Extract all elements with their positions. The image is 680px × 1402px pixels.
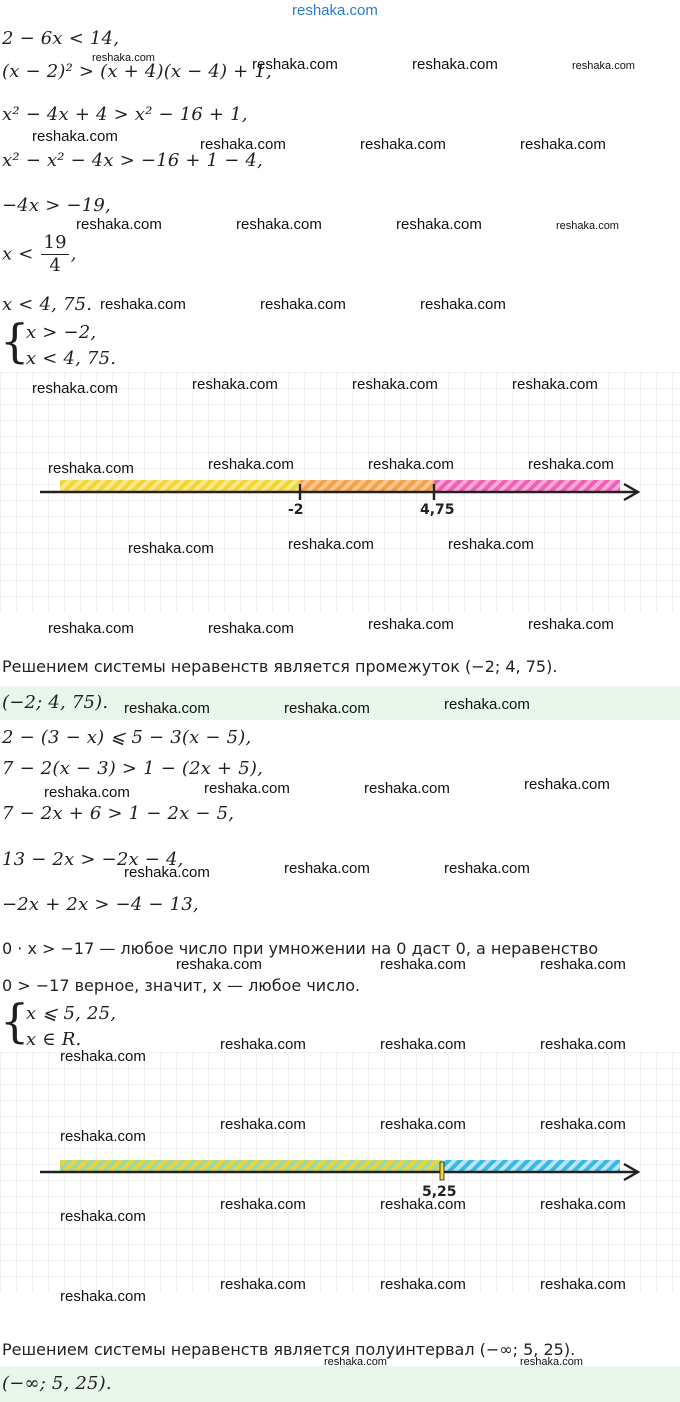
watermark: reshaka.com bbox=[412, 56, 498, 73]
explain-line-1: 0 · x > −17 — любое число при умножении на 0 даст 0, а неравенство bbox=[2, 939, 599, 958]
watermark: reshaka.com bbox=[124, 864, 210, 881]
watermark: reshaka.com bbox=[208, 620, 294, 637]
interval-overlap bbox=[300, 480, 434, 492]
watermark: reshaka.com bbox=[520, 136, 606, 153]
watermark: reshaka.com bbox=[76, 216, 162, 233]
watermark: reshaka.com bbox=[220, 1196, 306, 1213]
watermark: reshaka.com bbox=[528, 616, 614, 633]
system2-line-2: x ∈ R. bbox=[26, 1029, 82, 1050]
system-brace-2: { bbox=[0, 994, 30, 1048]
watermark: reshaka.com bbox=[380, 1036, 466, 1053]
tick-label-475: 4,75 bbox=[420, 502, 455, 518]
watermark: reshaka.com bbox=[124, 700, 210, 717]
watermark: reshaka.com bbox=[44, 784, 130, 801]
watermark: reshaka.com bbox=[284, 860, 370, 877]
watermark: reshaka.com bbox=[100, 296, 186, 313]
watermark: reshaka.com bbox=[236, 216, 322, 233]
watermark: reshaka.com bbox=[220, 1036, 306, 1053]
watermark: reshaka.com bbox=[60, 1288, 146, 1305]
watermark: reshaka.com bbox=[60, 1208, 146, 1225]
fraction-19-4: $\frac{19}{4}$ bbox=[43, 232, 67, 276]
math-line-6: x < $\frac{19}{4}$ , bbox=[2, 232, 77, 276]
math-line-8: 2 − (3 − x) ⩽ 5 − 3(x − 5), bbox=[2, 727, 252, 748]
watermark: reshaka.com bbox=[520, 1356, 583, 1368]
watermark: reshaka.com bbox=[380, 1196, 466, 1213]
watermark: reshaka.com bbox=[324, 1356, 387, 1368]
watermark: reshaka.com bbox=[192, 376, 278, 393]
math-line-5: −4x > −19, bbox=[2, 195, 111, 216]
answer-1: (−2; 4, 75). bbox=[2, 692, 109, 713]
math-line-4: x² − x² − 4x > −16 + 1 − 4, bbox=[2, 150, 263, 171]
tick-525 bbox=[440, 1162, 444, 1180]
tick-label-525: 5,25 bbox=[422, 1184, 457, 1200]
watermark: reshaka.com bbox=[92, 52, 155, 64]
watermark: reshaka.com bbox=[176, 956, 262, 973]
watermark: reshaka.com bbox=[252, 56, 338, 73]
math-line-9: 7 − 2(x − 3) > 1 − (2x + 5), bbox=[2, 758, 264, 779]
watermark: reshaka.com bbox=[380, 1276, 466, 1293]
watermark: reshaka.com bbox=[540, 956, 626, 973]
interval-real-right bbox=[442, 1160, 620, 1172]
watermark: reshaka.com bbox=[540, 1036, 626, 1053]
watermark: reshaka.com bbox=[396, 216, 482, 233]
solution-text-1: Решением системы неравенств является промежуток (−2; 4, 75). bbox=[2, 657, 558, 676]
tick-label-minus2: -2 bbox=[288, 502, 304, 518]
watermark: reshaka.com bbox=[284, 700, 370, 717]
site-header-link[interactable]: reshaka.com bbox=[292, 2, 378, 19]
watermark: reshaka.com bbox=[260, 296, 346, 313]
watermark: reshaka.com bbox=[364, 780, 450, 797]
math-line-3: x² − 4x + 4 > x² − 16 + 1, bbox=[2, 104, 248, 125]
watermark: reshaka.com bbox=[572, 60, 635, 72]
watermark: reshaka.com bbox=[32, 128, 118, 145]
watermark: reshaka.com bbox=[540, 1116, 626, 1133]
watermark: reshaka.com bbox=[524, 776, 610, 793]
number-line-chart-2 bbox=[0, 1052, 680, 1292]
watermark: reshaka.com bbox=[128, 540, 214, 557]
watermark: reshaka.com bbox=[200, 136, 286, 153]
system1-line-1: x > −2, bbox=[26, 322, 97, 343]
watermark: reshaka.com bbox=[444, 696, 530, 713]
math-line-7: x < 4, 75. bbox=[2, 294, 93, 315]
solution-text-2: Решением системы неравенств является полуинтервал (−∞; 5, 25). bbox=[2, 1340, 576, 1359]
watermark: reshaka.com bbox=[528, 456, 614, 473]
watermark: reshaka.com bbox=[444, 860, 530, 877]
system1-line-2: x < 4, 75. bbox=[26, 348, 117, 369]
watermark: reshaka.com bbox=[208, 456, 294, 473]
watermark: reshaka.com bbox=[60, 1128, 146, 1145]
watermark: reshaka.com bbox=[204, 780, 290, 797]
watermark: reshaka.com bbox=[380, 956, 466, 973]
explain-line-2: 0 > −17 верное, значит, x — любое число. bbox=[2, 976, 361, 995]
watermark: reshaka.com bbox=[288, 536, 374, 553]
number-line-chart-1 bbox=[0, 372, 680, 612]
math-line-12: −2x + 2x > −4 − 13, bbox=[2, 894, 199, 915]
system-brace-1: { bbox=[0, 314, 30, 368]
watermark: reshaka.com bbox=[32, 380, 118, 397]
interval-overlap-2 bbox=[60, 1160, 442, 1172]
watermark: reshaka.com bbox=[220, 1116, 306, 1133]
watermark: reshaka.com bbox=[420, 296, 506, 313]
watermark: reshaka.com bbox=[48, 620, 134, 637]
system2-line-1: x ⩽ 5, 25, bbox=[26, 1003, 117, 1024]
watermark: reshaka.com bbox=[368, 456, 454, 473]
watermark: reshaka.com bbox=[220, 1276, 306, 1293]
watermark: reshaka.com bbox=[380, 1116, 466, 1133]
watermark: reshaka.com bbox=[448, 536, 534, 553]
watermark: reshaka.com bbox=[60, 1048, 146, 1065]
math-line-1: 2 − 6x < 14, bbox=[2, 28, 120, 49]
answer-2: (−∞; 5, 25). bbox=[2, 1373, 112, 1394]
watermark: reshaka.com bbox=[512, 376, 598, 393]
math-line-2: (x − 2)² > (x + 4)(x − 4) + 1, bbox=[2, 61, 272, 82]
math-line-10: 7 − 2x + 6 > 1 − 2x − 5, bbox=[2, 803, 235, 824]
interval-x-gt-minus2-left bbox=[60, 480, 300, 492]
watermark: reshaka.com bbox=[352, 376, 438, 393]
watermark: reshaka.com bbox=[540, 1196, 626, 1213]
watermark: reshaka.com bbox=[48, 460, 134, 477]
math-line-11: 13 − 2x > −2x − 4, bbox=[2, 849, 184, 870]
watermark: reshaka.com bbox=[360, 136, 446, 153]
watermark: reshaka.com bbox=[556, 220, 619, 232]
watermark: reshaka.com bbox=[368, 616, 454, 633]
interval-x-lt-475-right bbox=[434, 480, 620, 492]
watermark: reshaka.com bbox=[540, 1276, 626, 1293]
